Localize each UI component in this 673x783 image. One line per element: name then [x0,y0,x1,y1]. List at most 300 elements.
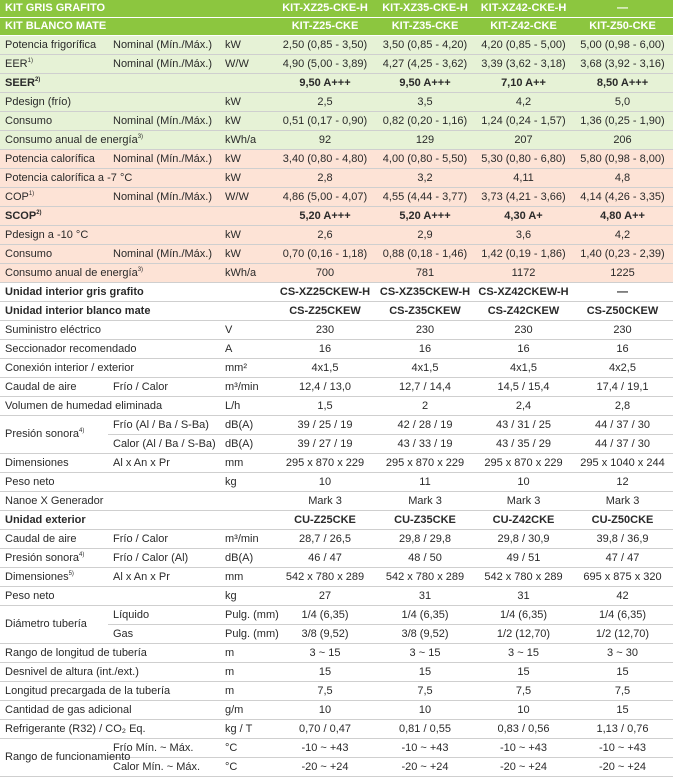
row-label [0,644,147,663]
value-cell [475,701,572,720]
value-cell-text: 12 [616,475,629,488]
row-cantidad-gas [0,701,673,720]
value-cell [572,378,673,397]
value-cell-text: 44 / 37 / 30 [594,437,651,450]
value-cell-text: CU-Z35CKE [394,513,456,526]
value-cell-text: CU-Z50CKE [591,513,654,526]
row-label-text: Consumo anual de energía [5,266,138,279]
row-unit [220,644,275,663]
value-cell-text: 4,80 A++ [600,209,645,222]
row-mode [108,606,220,625]
row-mode [108,245,220,264]
row-label-text: Caudal de aire [5,532,77,545]
row-unit-text: °C [225,741,238,754]
value-cell [572,701,673,720]
row-label-text: Nanoe X Generador [5,494,104,507]
row-unit-text: kW [225,171,241,184]
row-unit-text: kg / T [225,722,253,735]
row-unit-text: L/h [225,399,241,412]
row-caudal-exterior [0,530,673,549]
value-cell-text: 15 [517,665,530,678]
row-unit-text: W/W [225,190,249,203]
row-unit [220,36,275,55]
value-cell [375,169,475,188]
value-cell [375,359,475,378]
value-cell [572,36,673,55]
row-unit [220,587,275,606]
value-cell [375,720,475,739]
row-label-text: Pdesign (frío) [5,95,72,108]
row-mode-text: Calor Mín. ~ Máx. [113,760,201,773]
value-cell-text: 0,70 (0,16 - 1,18) [282,247,368,260]
value-cell-text: -10 ~ +43 [499,741,548,754]
value-cell [275,682,375,701]
row-mode [108,0,220,18]
row-label-text: SEER [5,76,35,89]
value-cell [275,568,375,587]
row-unit-text: m³/min [225,380,259,393]
row-label-text: Potencia frigorífica [5,38,97,51]
value-cell-text: 15 [418,665,432,678]
value-cell-text: 15 [318,665,332,678]
row-rango-funcionamiento [0,739,673,758]
row-potencia-frigorifica [0,36,673,55]
value-cell-text: Mark 3 [506,494,541,507]
value-cell-text: 3,39 (3,62 - 3,18) [481,57,566,70]
value-cell-text: 43 / 35 / 29 [495,437,552,450]
value-cell-text: 3,40 (0,80 - 4,80) [282,152,368,165]
value-cell-text: 230 [415,323,435,336]
value-cell [275,473,375,492]
value-cell-text: 42 / 28 / 19 [397,418,453,431]
value-cell-text: 542 x 780 x 289 [385,570,465,583]
value-cell-text: 16 [318,342,332,355]
row-unit-text: Pulg. (mm) [225,608,279,621]
value-cell [275,302,375,321]
value-cell-text: CS-XZ25CKEW-H [279,285,371,298]
value-cell [375,55,475,74]
value-cell [375,378,475,397]
row-mode [108,93,220,112]
value-cell [275,245,375,264]
value-cell-text: 27 [318,589,332,602]
value-cell-text: 46 / 47 [308,551,342,564]
row-label [0,321,108,340]
row-unit [220,625,279,644]
row-mode [108,568,220,587]
value-cell-text: 4x1,5 [510,361,537,374]
value-cell [572,644,673,663]
value-cell-text: 4,55 (4,44 - 3,77) [382,190,468,203]
value-cell-text: CS-Z42CKEW [487,304,560,317]
value-cell-text: CS-Z50CKEW [586,304,659,317]
row-mode [108,454,220,473]
value-cell [572,416,673,435]
row-unit [220,758,275,777]
value-cell-text: 207 [514,133,533,146]
row-mode [108,587,220,606]
value-cell-text: 129 [415,133,435,146]
row-unit-text: kW [225,38,241,51]
value-cell-text: KIT-Z42-CKE [490,20,557,32]
row-unidad-interior-blanco [0,302,673,321]
value-cell-text: 1,42 (0,19 - 1,86) [481,247,566,260]
value-cell [375,264,475,283]
value-cell-text: 230 [613,323,632,336]
value-cell [572,283,673,302]
value-cell [572,397,673,416]
row-unit [220,416,275,435]
value-cell [275,169,375,188]
value-cell-text: 5,0 [614,95,631,108]
row-label-text: Refrigerante (R32) / CO₂ Eq. [5,722,146,735]
row-unit-text: dB(A) [225,437,254,450]
row-unit [220,302,275,321]
value-cell [475,435,572,454]
row-desnivel [0,663,673,682]
value-cell [475,473,572,492]
row-label-footnote: 5) [68,570,74,577]
value-cell [275,701,375,720]
value-cell-text: -10 ~ +43 [598,741,647,754]
value-cell [572,625,673,644]
row-rango-longitud [0,644,673,663]
row-label [0,340,137,359]
row-label [0,397,163,416]
row-mode [108,758,220,777]
row-label-text: Pdesign a -10 °C [5,228,89,241]
value-cell-text: 0,82 (0,20 - 1,16) [382,114,468,127]
row-unit [220,245,275,264]
value-cell [572,302,673,321]
row-longitud-precargada [0,682,673,701]
value-cell [275,435,375,454]
row-label-text: Diámetro tubería [5,618,87,630]
row-unit [220,0,275,18]
row-mode [108,207,220,226]
value-cell [375,663,475,682]
value-cell-text: 92 [318,133,332,146]
value-cell [375,150,475,169]
value-cell [275,454,375,473]
value-cell-text: 16 [517,342,530,355]
value-cell-text: 1,24 (0,24 - 1,57) [481,114,566,127]
value-cell [275,720,375,739]
header-kit-gris [0,0,673,18]
row-pdesign-10 [0,226,673,245]
row-peso-exterior [0,587,673,606]
value-cell [572,207,673,226]
value-cell-text: CS-Z35CKEW [389,304,461,317]
value-cell-text: 7,5 [614,684,631,697]
value-cell-text: 3,50 (0,85 - 4,20) [382,38,468,51]
value-cell-text: -10 ~ +43 [401,741,449,754]
value-cell-text: 10 [318,703,332,716]
value-cell-text: 4,00 (0,80 - 5,50) [382,152,468,165]
value-cell-text: 4,11 [513,171,534,184]
value-cell-text: 5,20 A+++ [299,209,351,222]
value-cell-text: 12,4 / 13,0 [299,380,351,393]
row-label-text: Consumo anual de energía [5,133,138,146]
row-unit [220,492,275,511]
row-dimensiones-interior [0,454,673,473]
value-cell-text: 11 [419,475,431,488]
row-label [0,701,132,720]
row-label-text: Potencia calorífica a -7 °C [5,171,133,184]
row-label-text: Conexión interior / exterior [5,361,135,374]
value-cell-text: 2,8 [317,171,333,184]
value-cell [375,283,475,302]
value-cell-text: 16 [616,342,629,355]
row-label-text: Consumo [5,114,53,127]
value-cell [275,18,375,36]
row-presion-sonora-interior [0,416,673,435]
row-label-footnote: 3) [137,133,144,140]
value-cell-text: 295 x 1040 x 244 [580,456,665,469]
value-cell [375,530,475,549]
value-cell-text: 0,51 (0,17 - 0,90) [282,114,368,127]
value-cell [475,0,572,18]
row-label-text: COP [5,190,29,203]
row-suministro [0,321,673,340]
value-cell [475,587,572,606]
value-cell [275,321,375,340]
row-unit [220,93,275,112]
value-cell [375,644,475,663]
value-cell [572,74,673,93]
row-unit-text: °C [225,760,238,773]
row-unit [220,397,275,416]
value-cell [572,549,673,568]
value-cell [275,150,375,169]
value-cell [275,112,375,131]
value-cell [275,492,375,511]
header-kit-blanco [0,18,673,36]
value-cell [375,682,475,701]
row-unidad-interior-gris [0,283,673,302]
value-cell-text: 0,88 (0,18 - 1,46) [382,247,468,260]
row-label-text: Volumen de humedad eliminada [5,399,163,412]
row-consumo-anual-calor [0,264,673,283]
value-cell-text: CU-Z42CKE [492,513,555,526]
value-cell-text: KIT-Z50-CKE [589,20,656,32]
value-cell [375,435,475,454]
value-cell-text: -20 ~ +24 [301,760,349,773]
value-cell-text: KIT-XZ35-CKE-H [382,2,468,14]
row-unit-text: kWh/a [225,266,257,279]
row-label-text: Unidad interior blanco mate [5,304,151,317]
value-cell-text: 3/8 (9,52) [301,627,349,640]
value-cell-text: 31 [418,589,432,602]
value-cell [572,359,673,378]
value-cell [475,492,572,511]
row-mode [108,625,220,644]
row-mode [108,435,220,454]
row-unit [220,549,275,568]
value-cell-text: 4x1,5 [411,361,439,374]
row-unit-text: Pulg. (mm) [225,627,279,640]
row-mode [108,55,220,74]
row-mode [108,511,220,530]
value-cell-text: 16 [418,342,432,355]
value-cell [475,321,572,340]
row-label [0,302,151,321]
row-mode-text: Frío / Calor [113,380,169,393]
value-cell [275,587,375,606]
row-mode [108,112,220,131]
value-cell [475,758,572,777]
value-cell-text: 0,70 / 0,47 [299,722,351,735]
row-pdesign-frio [0,93,673,112]
row-label-text: Presión sonora [5,551,79,564]
row-unit [220,321,275,340]
row-label-text: Rango de funcionamiento [5,751,131,763]
row-unit [220,359,275,378]
value-cell-text: 295 x 870 x 229 [484,456,563,469]
value-cell-text: 31 [517,589,530,602]
row-label-footnote: 1) [28,190,35,197]
value-cell [475,644,572,663]
value-cell [572,245,673,264]
row-unit [220,663,275,682]
row-unit-text: kW [225,152,241,165]
value-cell-text: 2,5 [317,95,333,108]
value-cell-text: 15 [616,665,629,678]
value-cell-text: 39,8 / 36,9 [596,532,649,545]
row-unit [220,283,275,302]
row-label [0,36,108,55]
value-cell-text: 44 / 37 / 30 [594,418,651,431]
value-cell [475,340,572,359]
value-cell [275,226,375,245]
value-cell-text: 10 [517,703,530,716]
row-label [0,226,108,245]
value-cell-text: 1/4 (6,35) [401,608,449,621]
value-cell [275,0,375,18]
value-cell [275,606,375,625]
row-label-text: KIT BLANCO MATE [5,20,107,32]
row-label-text: Longitud precargada de la tubería [5,684,171,697]
row-label [0,188,108,207]
value-cell [475,112,572,131]
row-mode [108,74,220,93]
row-unit [220,682,275,701]
value-cell [475,283,572,302]
value-cell-text: 49 / 51 [506,551,541,564]
value-cell-text: 4x2,5 [609,361,636,374]
value-cell [375,511,475,530]
row-label-footnote: 4) [79,428,85,434]
row-label [0,74,108,93]
row-label-text: Unidad exterior [5,513,86,526]
value-cell-text: 14,5 / 15,4 [497,380,550,393]
value-cell-text: 1/2 (12,70) [496,627,551,640]
value-cell-text: 12,7 / 14,4 [399,380,451,393]
value-cell [572,340,673,359]
value-cell [375,758,475,777]
value-cell-text: KIT-Z35-CKE [391,20,459,32]
row-unidad-exterior [0,511,673,530]
row-consumo-frio [0,112,673,131]
row-label-text: Seccionador recomendado [5,342,137,355]
value-cell-text: 4,8 [614,171,631,184]
row-scop [0,207,673,226]
row-label-text: Cantidad de gas adicional [5,703,132,716]
value-cell-text: 5,30 (0,80 - 6,80) [481,152,566,165]
value-cell [475,625,572,644]
row-label-text: Caudal de aire [5,380,77,393]
value-cell-text: 7,5 [417,684,433,697]
row-label [0,207,108,226]
value-cell-text: 4,2 [515,95,532,108]
row-cop [0,188,673,207]
row-label-footnote: 1) [27,57,33,64]
row-label-footnote: 2) [36,209,42,216]
value-cell [572,473,673,492]
value-cell-text: Mark 3 [308,494,342,507]
value-cell [375,36,475,55]
row-unit [220,150,275,169]
value-cell [475,454,572,473]
value-cell [475,416,572,435]
row-unit [220,18,275,36]
value-cell [275,530,375,549]
value-cell [375,549,475,568]
row-presion-sonora-exterior [0,549,673,568]
row-unit-text: kg [225,475,237,488]
row-unit [220,264,275,283]
row-unit-text: W/W [225,57,249,70]
row-mode [108,416,220,435]
row-unit [220,530,275,549]
value-cell-text: 695 x 875 x 320 [583,570,662,583]
row-label-text: Suministro eléctrico [5,323,101,336]
value-cell-text: 4,86 (5,00 - 4,07) [282,190,368,203]
value-cell-text: 4,14 (4,26 - 3,35) [580,190,665,203]
value-cell [375,397,475,416]
row-dimensiones-exterior [0,568,673,587]
value-cell-text: 43 / 31 / 25 [495,418,552,431]
value-cell-text: 3 ~ 15 [409,646,441,659]
value-cell [572,188,673,207]
value-cell [572,0,673,18]
row-mode-text: Nominal (Mín./Máx.) [113,38,213,51]
row-mode-text: Frío Mín. ~ Máx. [113,741,194,754]
row-unit-text: mm² [225,361,247,374]
value-cell [475,378,572,397]
row-label-text: Dimensiones [5,456,69,469]
row-unit-text: V [225,323,233,336]
value-cell-text: 1,36 (0,25 - 1,90) [580,114,665,127]
row-consumo-calor [0,245,673,264]
value-cell-text: 7,10 A++ [501,76,546,89]
value-cell-text: 1/4 (6,35) [598,608,647,621]
row-unit [220,739,275,758]
value-cell-text: 15 [616,703,629,716]
value-cell [275,511,375,530]
value-cell [275,283,375,302]
value-cell [275,644,375,663]
value-cell [275,340,375,359]
value-cell-text: 206 [613,133,632,146]
row-mode [108,226,220,245]
value-cell [475,720,572,739]
value-cell [572,131,673,150]
row-label [0,739,131,777]
row-unit-text: mm [225,570,244,583]
value-cell-text: 39 / 25 / 19 [297,418,353,431]
value-cell-text: 2,8 [614,399,631,412]
